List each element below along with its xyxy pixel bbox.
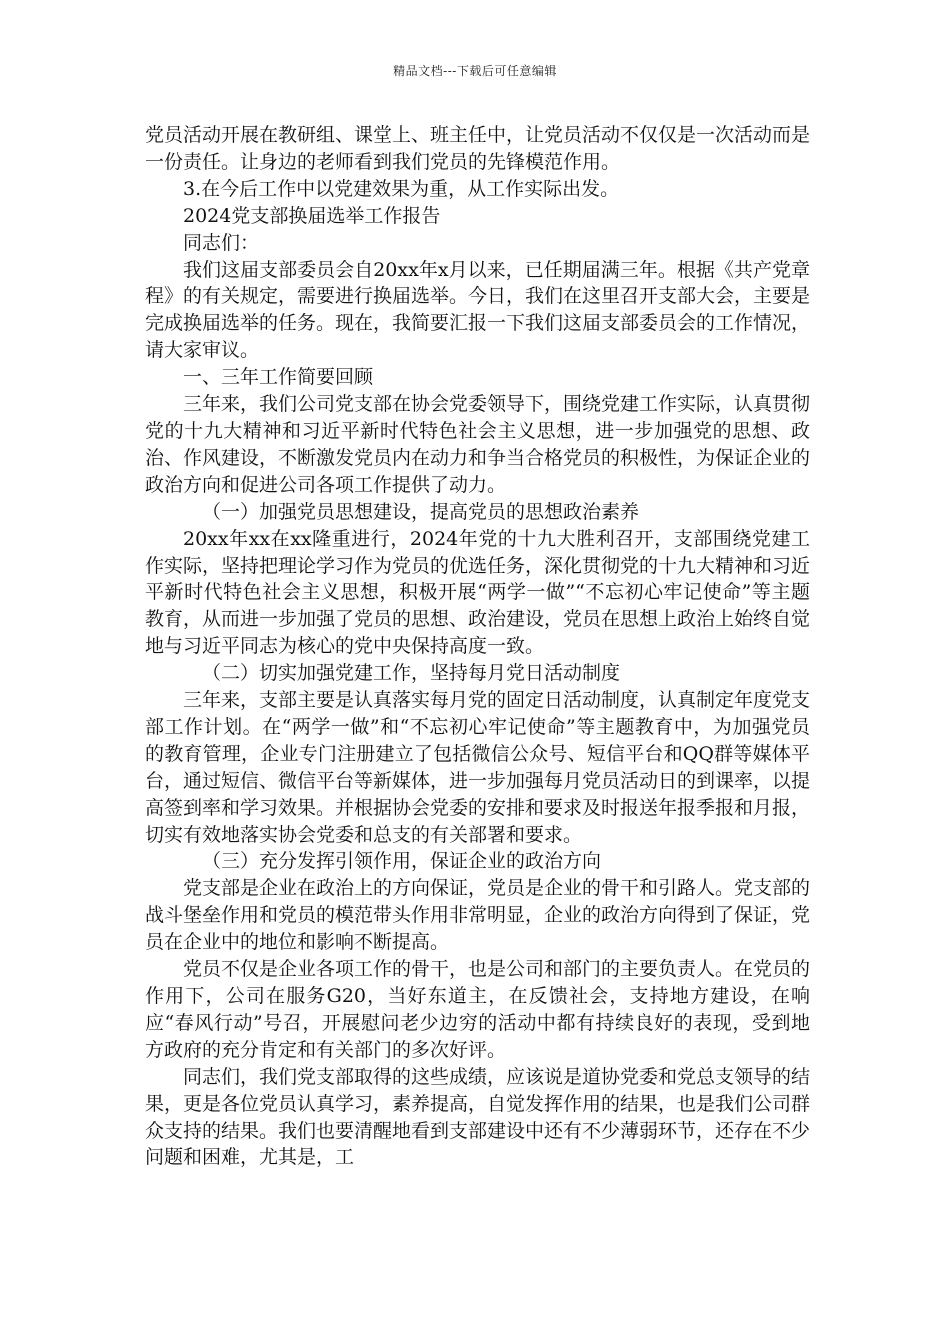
paragraph-numbered-item: 3.在今后工作中以党建效果为重，从工作实际出发。 [183, 177, 620, 200]
paragraph: 三年来，我们公司党支部在协会党委领导下，围绕党建工作实际，认真贯彻党的十九大精神和习近平新时代特色社会主义思想，进一步加强党的思想、政治、作风建设，不断激发党员内在动力和争当合格党员的积极性，为保证企业的政治方向和促进公司各项工作提供了动力。 [145, 393, 811, 496]
paragraph: 同志们，我们党支部取得的这些成绩，应该说是道协党委和党总支领导的结果，更是各位党员认真学习，素养提高，自觉发挥作用的结果，也是我们公司群众支持的结果。我们也要清醒地看到支部建设中还有不少薄弱环节，还存在不少问题和困难，尤其是，工 [145, 1065, 811, 1169]
report-title: 2024党支部换届选举工作报告 [183, 204, 441, 227]
subsection-heading: （三）充分发挥引领作用，保证企业的政治方向 [202, 850, 602, 873]
salutation: 同志们： [183, 231, 260, 254]
document-body [145, 122, 810, 1171]
paragraph: 党员活动开展在教研组、课堂上、班主任中，让党员活动不仅仅是一次活动而是一份责任。让身边的老师看到我们党员的先锋模范作用。 [145, 124, 811, 173]
subsection-heading: （一）加强党员思想建设，提高党员的思想政治素养 [202, 500, 640, 523]
paragraph: 三年来，支部主要是认真落实每月党的固定日活动制度，认真制定年度党支部工作计划。在“两学一做”和“不忘初心牢记使命”等主题教育中，为加强党员的教育管理，企业专门注册建立了包括微信公众号、短信平台和QQ群等媒体平台，通过短信、微信平台等新媒体，进一步加强每月党员活动日的到课率，以提高签到率和学习效果。并根据协会党委的安排和要求及时报送年报季报和月报，切实有效地落实协会党委和总支的有关部署和要求。 [145, 689, 811, 846]
paragraph: 20xx年xx在xx隆重进行，2024年党的十九大胜利召开，支部围绕党建工作实际，坚持把理论学习作为党员的优选任务，深化贯彻党的十九大精神和习近平新时代特色社会主义思想，积极开展“两学一做”“不忘初心牢记使命”等主题教育，从而进一步加强了党员的思想、政治建设，党员在思想上政治上始终自觉地与习近平同志为核心的党中央保持高度一致。 [145, 527, 811, 658]
subsection-heading: （二）切实加强党建工作，坚持每月党日活动制度 [202, 662, 621, 685]
paragraph: 党员不仅是企业各项工作的骨干，也是公司和部门的主要负责人。在党员的作用下，公司在服务G20，当好东道主，在反馈社会，支持地方建设，在响应“春风行动”号召，开展慰问老少边穷的活动中都有持续良好的表现，受到地方政府的充分肯定和有关部门的多次好评。 [145, 958, 811, 1061]
paragraph: 我们这届支部委员会自20xx年x月以来，已任期届满三年。根据《共产党章程》的有关规定，需要进行换届选举。今日，我们在这里召开支部大会，主要是完成换届选举的任务。现在，我简要汇报一下我们这届支部委员会的工作情况，请大家审议。 [145, 258, 811, 362]
page-header-watermark: 精品文档---下载后可任意编辑 [393, 64, 557, 78]
paragraph: 党支部是企业在政治上的方向保证，党员是企业的骨干和引路人。党支部的战斗堡垒作用和党员的模范带头作用非常明显，企业的政治方向得到了保证，党员在企业中的地位和影响不断提高。 [145, 877, 811, 954]
section-heading: 一、三年工作简要回顾 [183, 366, 374, 389]
